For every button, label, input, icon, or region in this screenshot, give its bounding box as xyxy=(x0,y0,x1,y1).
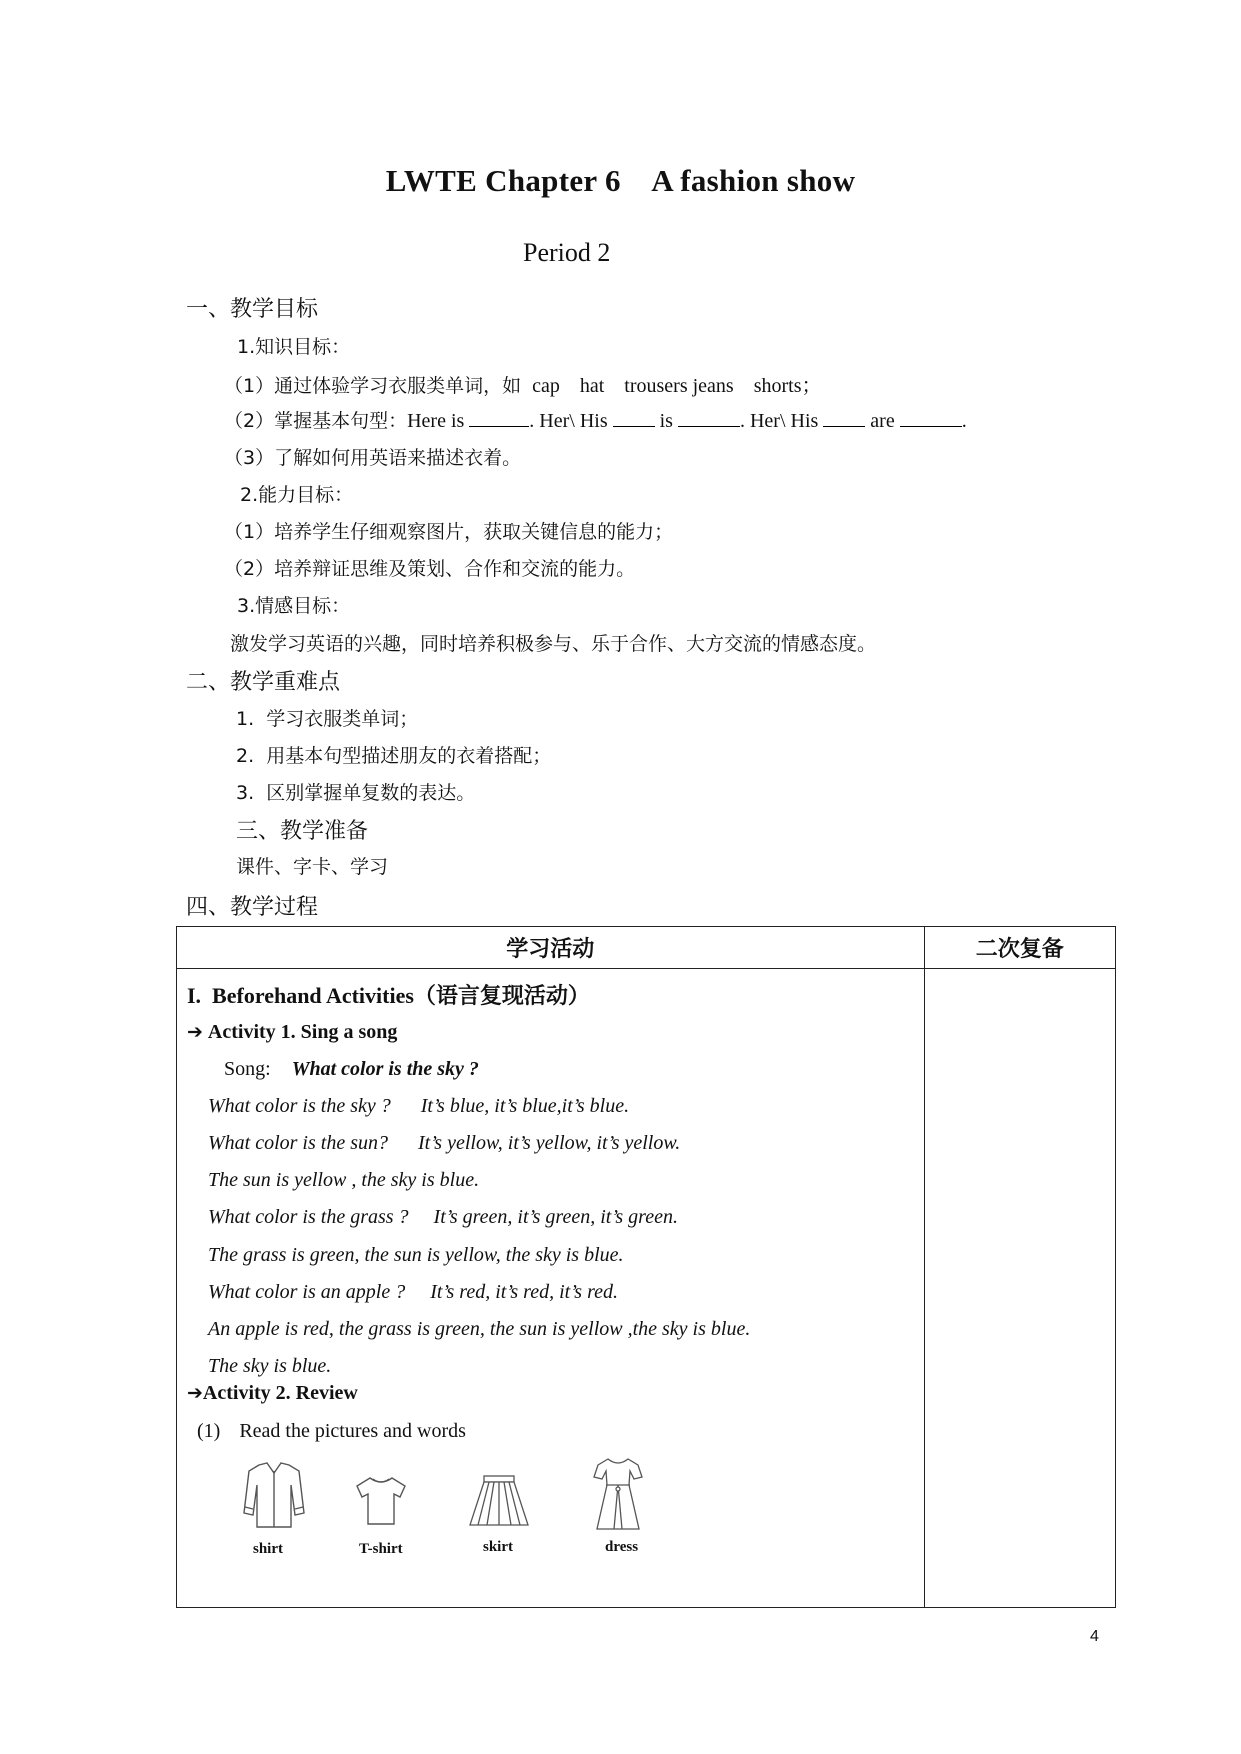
lyric-line-6: What color is an apple ? It’s red, it’s red, it’s red. xyxy=(208,1281,618,1303)
sentence-part-f: . xyxy=(961,410,967,432)
header-review-label: 二次复备 xyxy=(975,937,1064,962)
lyric-line-5: The grass is green, the sun is yellow, the sky is blue. xyxy=(208,1244,624,1266)
ability-item-2: （2）培养辩证思维及策划、合作和交流的能力。 xyxy=(224,558,636,580)
section-heading-preparation: 三、教学准备 xyxy=(236,819,369,844)
lyric-line-7: An apple is red, the grass is green, the sun is yellow ,the sky is blue. xyxy=(208,1318,751,1340)
part-title: I. Beforehand Activities（语言复现活动） xyxy=(187,983,590,1008)
knowledge-item-2 xyxy=(224,406,967,433)
activity-1-heading xyxy=(187,1021,397,1044)
knowledge-item-3: （3）了解如何用英语来描述衣着。 xyxy=(224,447,522,469)
emotion-goal-label: 3.情感目标： xyxy=(237,595,351,617)
caption-dress: dress xyxy=(605,1539,639,1555)
fill-blank xyxy=(613,408,655,427)
sentence-part-a: Here is xyxy=(407,410,465,432)
skirt-icon xyxy=(467,1473,531,1531)
header-activities-label: 学习活动 xyxy=(506,937,595,962)
caption-shirt: shirt xyxy=(253,1541,283,1557)
section-heading-process: 四、教学过程 xyxy=(186,895,319,920)
sentence-part-d: . Her\ His xyxy=(739,410,819,432)
shirt-icon xyxy=(241,1459,307,1531)
lyric-line-2: What color is the sun? It’s yellow, it’s yellow, it’s yellow. xyxy=(208,1132,681,1154)
fill-blank xyxy=(469,408,529,427)
activity-2-heading xyxy=(187,1382,358,1405)
caption-skirt: skirt xyxy=(483,1539,513,1555)
review-line xyxy=(197,1420,466,1443)
lyric-line-8: The sky is blue. xyxy=(208,1355,332,1377)
table-header-review xyxy=(924,927,1115,969)
review-text: Read the pictures and words xyxy=(239,1420,466,1442)
dress-icon xyxy=(590,1455,646,1533)
lyric-line-1: What color is the sky ? It’s blue, it’s blue,it’s blue. xyxy=(208,1095,630,1117)
page-number: 4 xyxy=(1090,1628,1099,1645)
ability-goal-label: 2.能力目标： xyxy=(240,484,354,506)
preparation-content: 课件、字卡、学习 xyxy=(236,856,389,878)
arrow-right-icon: ➔ xyxy=(187,1021,203,1043)
review-notes-cell xyxy=(924,969,1115,1608)
sentence-part-e: are xyxy=(870,410,895,432)
caption-t-shirt: T-shirt xyxy=(359,1541,403,1557)
knowledge-item-2-prefix: （2）掌握基本句型： xyxy=(224,410,408,432)
knowledge-item-1 xyxy=(224,369,821,398)
ability-item-1: （1）培养学生仔细观察图片，获取关键信息的能力； xyxy=(224,521,674,543)
activity-2-label: Activity 2. Review xyxy=(202,1382,358,1404)
song-label: Song: xyxy=(224,1058,271,1080)
sentence-part-c: is xyxy=(659,410,673,432)
emotion-item-1: 激发学习英语的兴趣，同时培养积极参与、乐于合作、大方交流的情感态度。 xyxy=(230,633,877,655)
review-number: (1) xyxy=(197,1420,221,1442)
table-header-activities xyxy=(177,927,925,969)
key-point-2: 2. 用基本句型描述朋友的衣着搭配； xyxy=(236,745,552,767)
lyric-line-3: The sun is yellow , the sky is blue. xyxy=(208,1169,480,1191)
knowledge-goal-label: 1.知识目标： xyxy=(237,336,351,358)
activity-1-label: Activity 1. Sing a song xyxy=(207,1021,398,1043)
song-line xyxy=(224,1058,479,1081)
section-heading-objectives: 一、教学目标 xyxy=(186,297,319,322)
sentence-part-b: . Her\ His xyxy=(529,410,608,432)
fill-blank xyxy=(900,408,962,427)
activities-cell xyxy=(177,969,925,1608)
fill-blank xyxy=(678,408,740,427)
knowledge-item-1-prefix: （1）通过体验学习衣服类单词，如 xyxy=(224,375,522,397)
lesson-table xyxy=(176,926,1116,1608)
song-title: What color is the sky ? xyxy=(291,1058,479,1080)
arrow-right-icon: ➔ xyxy=(187,1382,203,1404)
period-label: Period 2 xyxy=(523,238,611,267)
document-title: LWTE Chapter 6 A fashion show xyxy=(385,163,856,198)
section-heading-key-points: 二、教学重难点 xyxy=(186,670,341,695)
key-point-3: 3. 区别掌握单复数的表达。 xyxy=(236,782,476,804)
fill-blank xyxy=(823,408,865,427)
key-point-1: 1. 学习衣服类单词； xyxy=(236,708,419,730)
lyric-line-4: What color is the grass ? It’s green, it’s green, it’s green. xyxy=(208,1206,678,1228)
knowledge-item-1-words: cap hat trousers jeans shorts； xyxy=(532,375,822,397)
t-shirt-icon xyxy=(353,1475,409,1527)
